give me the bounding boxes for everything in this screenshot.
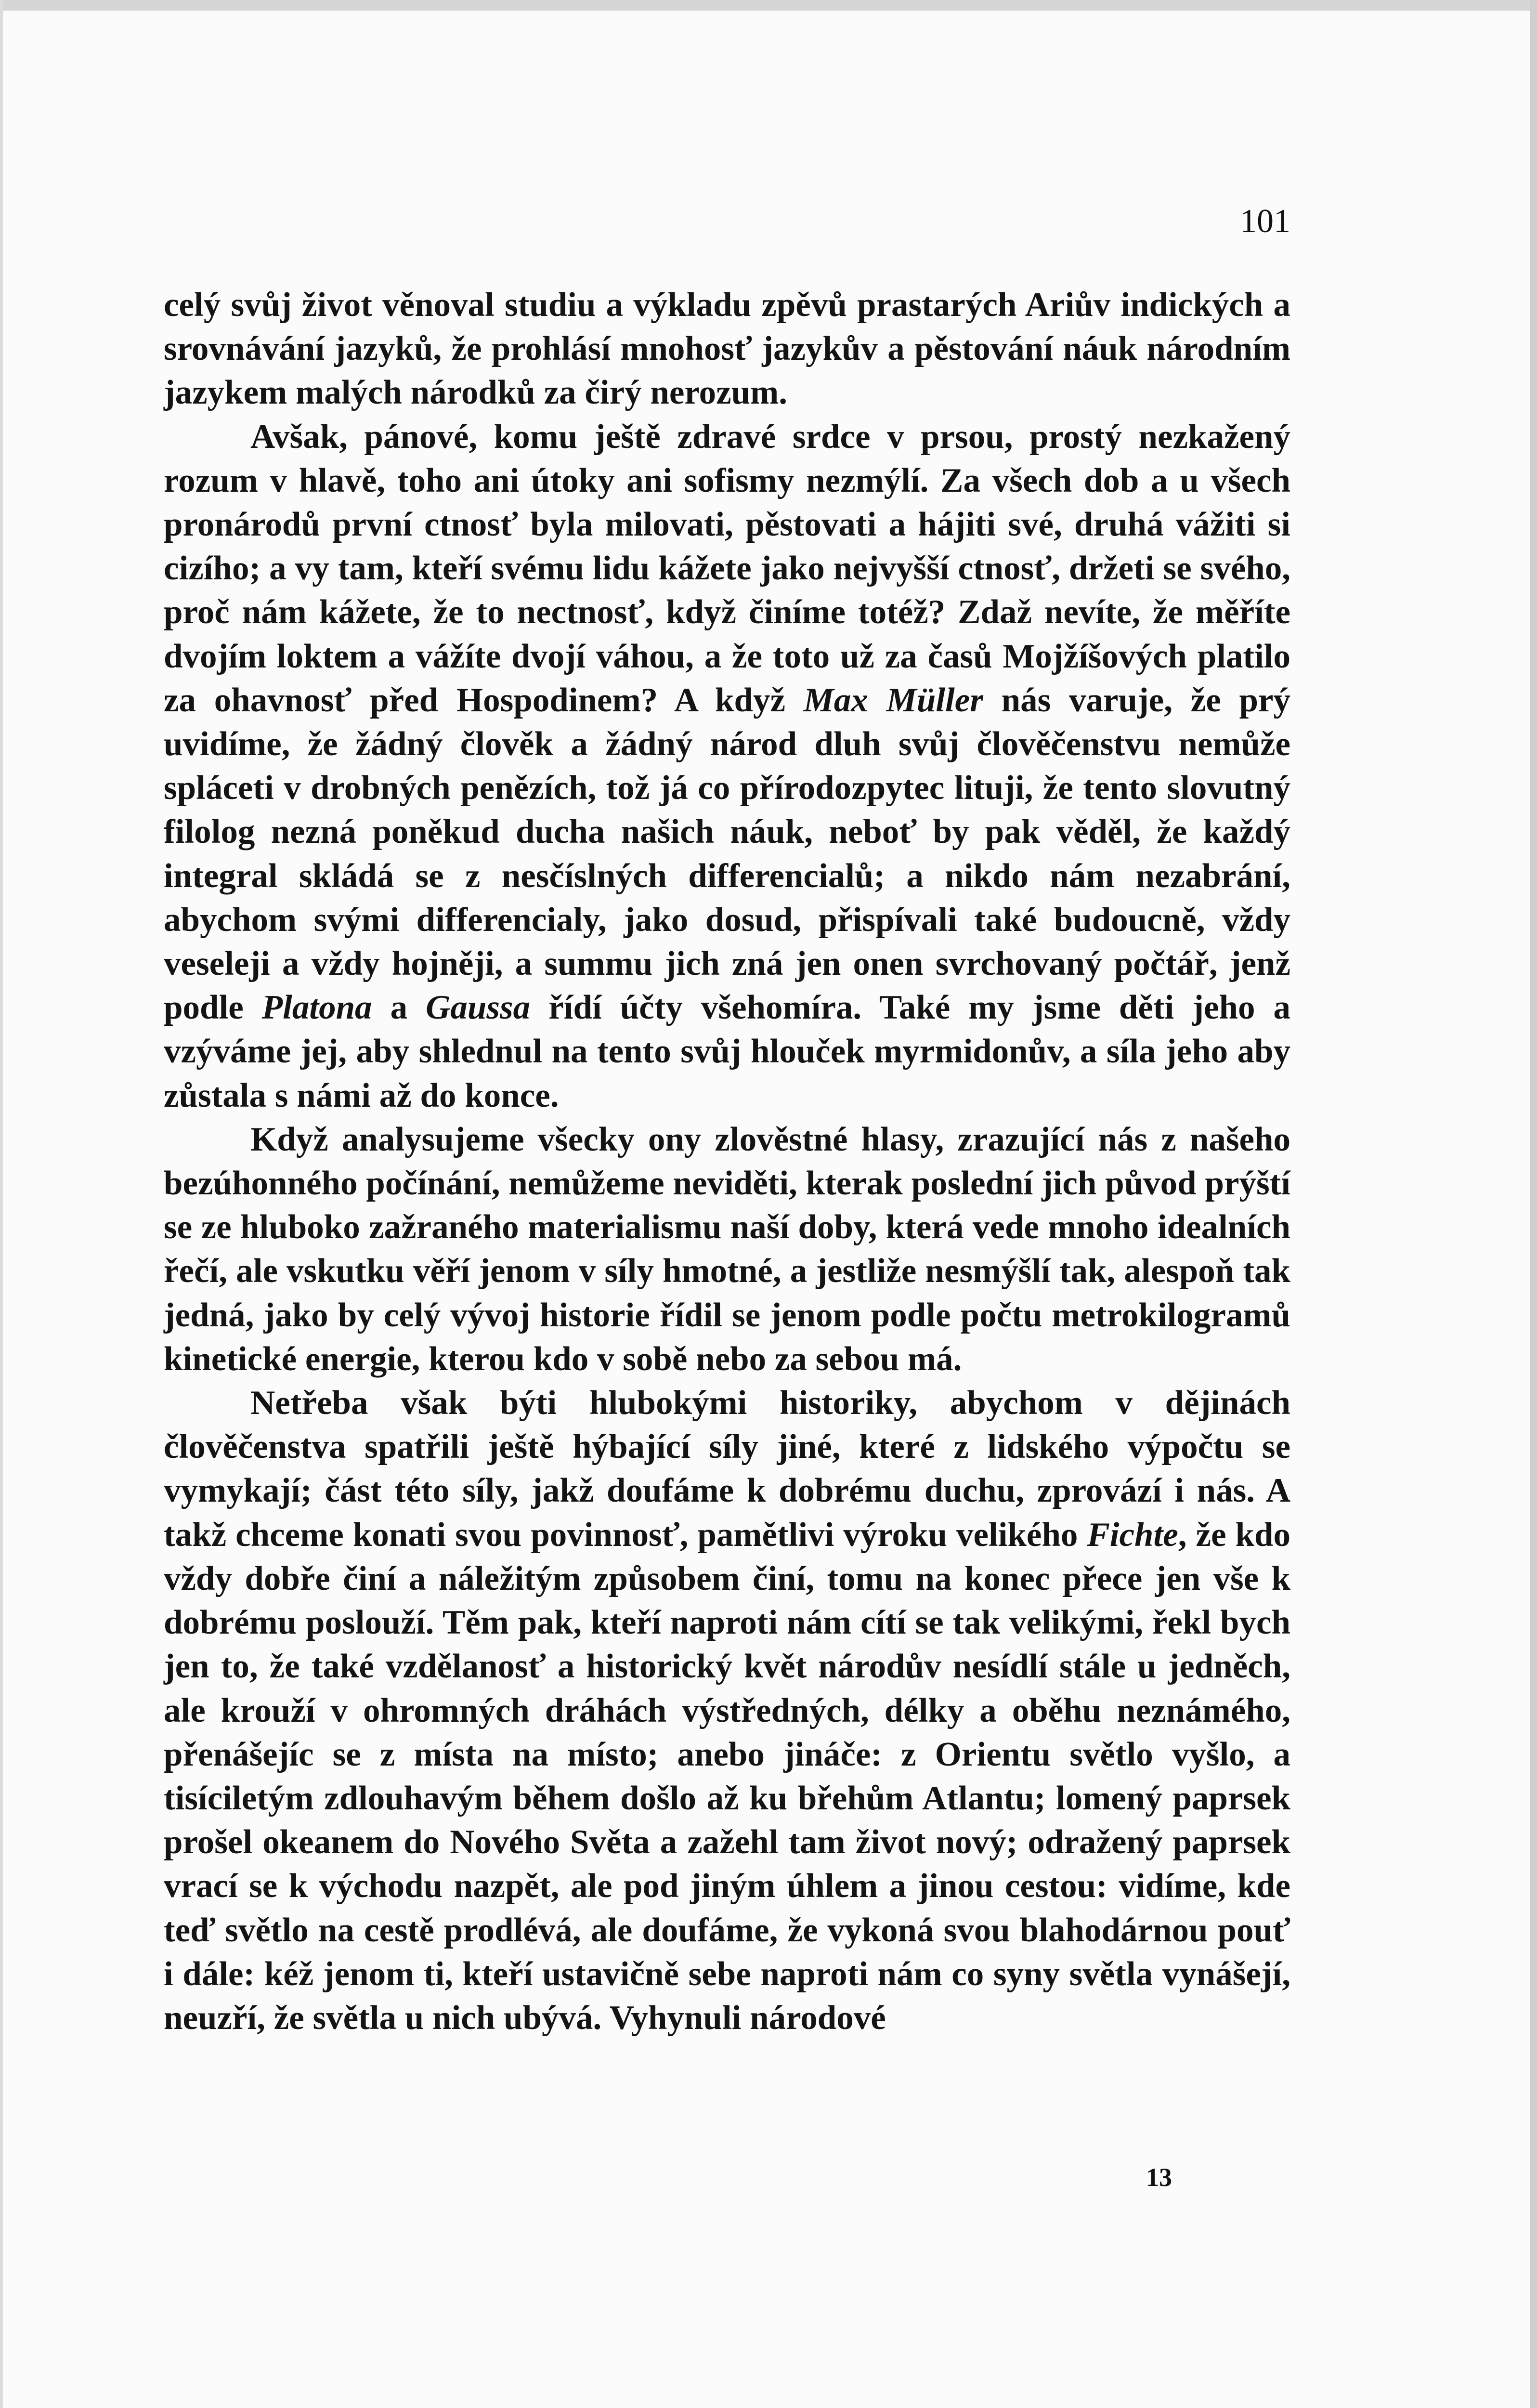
italic-name: Platona: [261, 989, 372, 1027]
italic-name: Gaussa: [426, 989, 531, 1027]
scan-edge-top: [0, 0, 1537, 11]
text-segment: , že kdo vždy dobře činí a náležitým způsobem činí, tomu na konec přece jen vše k dobrému poslouží. Těm pak, kteří naproti nám cítí se tak velikými, řekl bych jen to, že také vzdělanosť a historický květ národův nesídlí stále u jedněch, ale krouží v ohromných dráhách výstředných, délky a oběhu neznámého, přenášejíc se z místa na místo; anebo jináče: z Orientu světlo vyšlo, a tisíciletým zdlouhavým během došlo až ku břehům Atlantu; lomený paprsek prošel okeanem do Nového Světa a zažehl tam život nový; odražený paprsek vrací se k východu nazpět, ale pod jiným úhlem a jinou cestou: vidíme, kde teď světlo na cestě prodlévá, ale doufáme, že vykoná svou blahodárnou pouť i dále: kéž jenom ti, kteří ustavičně sebe naproti nám co syny světla vynášejí, neuzří, že světla u nich ubývá. Vyhynuli národové: [164, 1516, 1291, 2037]
scan-edge-left: [0, 0, 3, 2408]
paragraph: [164, 415, 1290, 1118]
text-segment: nás varuje, že prý uvidíme, že žádný člověk a žádný národ dluh svůj člověčenstvu nemůže spláceti v drobných penězích, tož já co přírodozpytec lituji, že tento slovutný filolog nezná poněkud ducha našich náuk, neboť by pak věděl, že každý integral skládá se z nesčíslných differencialů; a nikdo nám nezabrání, abychom svými differencialy, jako dosud, přispívali také budoucně, vždy veseleji a vždy hojněji, a summu jich zná jen onen svrchovaný počtář, jenž podle: [164, 681, 1290, 1027]
text-segment: Když analysujeme všecky ony zlověstné hlasy, zrazující nás z našeho bezúhonného počínání, nemůžeme neviděti, kterak poslední jich původ prýští se ze hluboko zažraného materialismu naší doby, která vede mnoho idealních řečí, ale vskutku věří jenom v síly hmotné, a jestliže nesmýšlí tak, alespoň tak jedná, jako by celý vývoj historie řídil se jenom podle počtu metrokilogramů kinetické energie, kterou kdo v sobě nebo za sebou má.: [164, 1120, 1290, 1378]
text-segment: řídí účty všehomíra. Také my jsme děti jeho a vzýváme jej, aby shlednul na tento svůj hlouček myrmidonův, a síla jeho aby zůstala s námi až do konce.: [164, 989, 1290, 1114]
paragraph: [164, 1118, 1290, 1381]
italic-name: Fichte: [1087, 1516, 1178, 1554]
page-number: 101: [1240, 203, 1290, 240]
body-text: [164, 283, 1290, 2040]
paragraph: [164, 1381, 1290, 2040]
paragraph: [164, 283, 1290, 415]
text-segment: Avšak, pánové, komu ještě zdravé srdce v prsou, prostý nezkažený rozum v hlavě, toho ani útoky ani sofismy nezmýlí. Za všech dob a u všech pronárodů první ctnosť byla milovati, pěstovati a hájiti své, druhá vážiti si cizího; a vy tam, kteří svému lidu kážete jako nejvyšší ctnosť, držeti se svého, proč nám kážete, že to nectnosť, když činíme totéž? Zdaž nevíte, že měříte dvojím loktem a vážíte dvojí váhou, a že toto už za časů Mojžíšových platilo za ohavnosť před Hospodinem? A když: [164, 418, 1290, 719]
text-segment: celý svůj život věnoval studiu a výkladu zpěvů prastarých Ariův indických a srovnávání jazyků, že prohlásí mnohosť jazykův a pěstování náuk národním jazykem malých národků za čirý nerozum.: [164, 286, 1290, 412]
text-segment: Netřeba však býti hlubokými historiky, abychom v dějinách člověčenstva spatřili ještě hýbající síly jiné, které z lidského výpočtu se vymykají; část této síly, jakž doufáme k dobrému duchu, zprovází i nás. A takž chceme konati svou povinnosť, pamětlivi výroku velikého: [164, 1384, 1290, 1554]
scan-edge-right: [1530, 0, 1537, 2408]
text-segment: a: [372, 989, 426, 1027]
italic-name: Max Müller: [803, 681, 983, 719]
signature-mark: 13: [1146, 2163, 1172, 2192]
